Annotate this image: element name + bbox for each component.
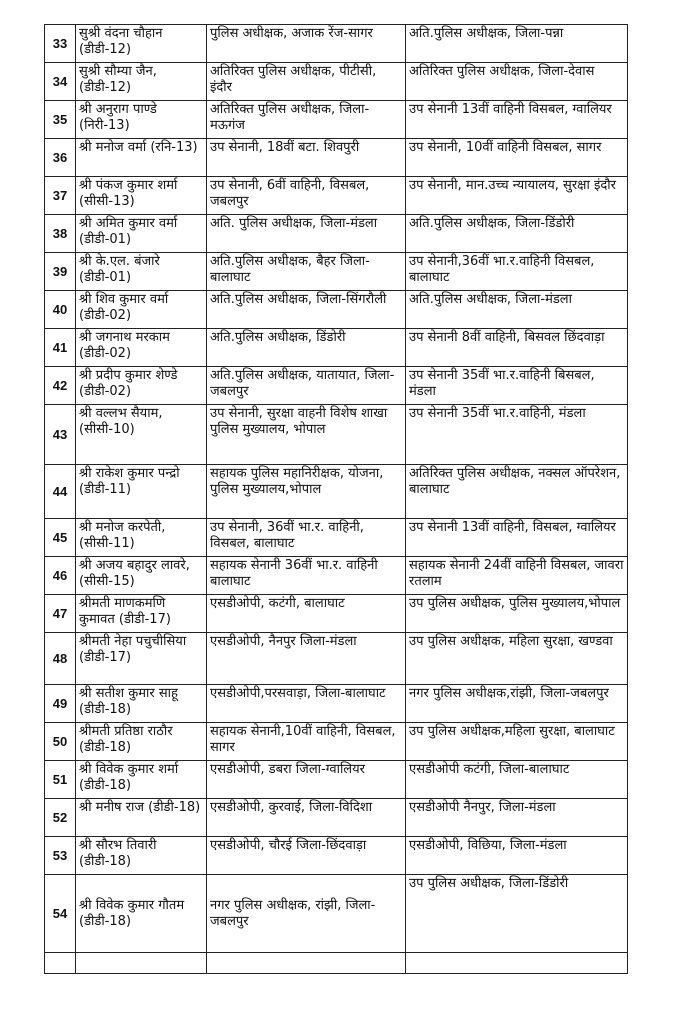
empty-cell: [207, 953, 406, 974]
serial-number-cell: 36: [45, 139, 76, 177]
serial-number-cell: 34: [45, 63, 76, 101]
table-row: [45, 519, 628, 557]
current-posting-cell: अति.पुलिस अधीक्षक, बैहर जिला-बालाघाट: [207, 253, 406, 291]
officer-name-cell: श्रीमती नेहा पचुचीसिया (डीडी-17): [76, 633, 207, 685]
officer-name-cell: श्री विवेक कुमार शर्मा (डीडी-18): [76, 761, 207, 799]
table-row: [45, 215, 628, 253]
serial-number-cell: 46: [45, 557, 76, 595]
current-posting-cell: अतिरिक्त पुलिस अधीक्षक, पीटीसी, इंदौर: [207, 63, 406, 101]
current-posting-cell: एसडीओपी, कटंगी, बालाघाट: [207, 595, 406, 633]
new-posting-cell: एसडीओपी कटंगी, जिला-बालाघाट: [406, 761, 628, 799]
serial-number-cell: 39: [45, 253, 76, 291]
transfer-table-body: [45, 25, 628, 974]
new-posting-cell: उप पुलिस अधीक्षक,महिला सुरक्षा, बालाघाट: [406, 723, 628, 761]
new-posting-cell: उप सेनानी,36वीं भा.र.वाहिनी विसबल, बालाघाट: [406, 253, 628, 291]
table-row: [45, 799, 628, 837]
current-posting-cell: सहायक पुलिस महानिरीक्षक, योजना, पुलिस मुख्यालय,भोपाल: [207, 465, 406, 519]
current-posting-cell: उप सेनानी, 18वीं बटा. शिवपुरी: [207, 139, 406, 177]
transfer-table: [44, 24, 628, 974]
serial-number-cell: 49: [45, 685, 76, 723]
table-row: [45, 633, 628, 685]
current-posting-cell: एसडीओपी, नैनपुर जिला-मंडला: [207, 633, 406, 685]
current-posting-cell: एसडीओपी,परसवाड़ा, जिला-बालाघाट: [207, 685, 406, 723]
current-posting-cell: एसडीओपी, डबरा जिला-ग्वालियर: [207, 761, 406, 799]
new-posting-cell: एसडीओपी नैनपुर, जिला-मंडला: [406, 799, 628, 837]
serial-number-cell: 43: [45, 405, 76, 465]
new-posting-cell: उप सेनानी 35वीं भा.र.वाहिनी बिसबल, मंडला: [406, 367, 628, 405]
current-posting-cell: अतिरिक्त पुलिस अधीक्षक, जिला-मऊगंज: [207, 101, 406, 139]
table-row: [45, 139, 628, 177]
table-row: [45, 685, 628, 723]
new-posting-cell: उप सेनानी 13वीं वाहिनी, विसबल, ग्वालियर: [406, 519, 628, 557]
new-posting-cell: उप सेनानी 13वीं वाहिनी विसबल, ग्वालियर: [406, 101, 628, 139]
serial-number-cell: 42: [45, 367, 76, 405]
new-posting-cell: अति.पुलिस अधीक्षक, जिला-पन्ना: [406, 25, 628, 63]
new-posting-cell: उप पुलिस अधीक्षक, महिला सुरक्षा, खण्डवा: [406, 633, 628, 685]
current-posting-cell: उप सेनानी, 6वीं वाहिनी, विसबल, जबलपुर: [207, 177, 406, 215]
new-posting-cell: अति.पुलिस अधीक्षक, जिला-डिंडोरी: [406, 215, 628, 253]
officer-name-cell: श्री सौरभ तिवारी (डीडी-18): [76, 837, 207, 875]
new-posting-cell: उप सेनानी 8वीं वाहिनी, बिसवल छिंदवाड़ा: [406, 329, 628, 367]
new-posting-cell: उप सेनानी, 10वीं वाहिनी विसबल, सागर: [406, 139, 628, 177]
officer-name-cell: सुश्री वंदना चौहान (डीडी-12): [76, 25, 207, 63]
officer-name-cell: श्री मनोज वर्मा (रनि-13): [76, 139, 207, 177]
table-row: [45, 63, 628, 101]
officer-name-cell: श्री मनीष राज (डीडी-18): [76, 799, 207, 837]
officer-name-cell: श्रीमती प्रतिष्ठा राठौर (डीडी-18): [76, 723, 207, 761]
new-posting-cell: अतिरिक्त पुलिस अधीक्षक, नक्सल ऑपरेशन, बालाघाट: [406, 465, 628, 519]
serial-number-cell: 52: [45, 799, 76, 837]
serial-number-cell: 35: [45, 101, 76, 139]
officer-name-cell: श्री अजय बहादुर लावरे, (सीसी-15): [76, 557, 207, 595]
table-row: [45, 723, 628, 761]
table-row: [45, 25, 628, 63]
serial-number-cell: 51: [45, 761, 76, 799]
serial-number-cell: 37: [45, 177, 76, 215]
table-row: [45, 557, 628, 595]
new-posting-cell: नगर पुलिस अधीक्षक,रांझी, जिला-जबलपुर: [406, 685, 628, 723]
new-posting-cell: एसडीओपी, विछिया, जिला-मंडला: [406, 837, 628, 875]
table-row: [45, 177, 628, 215]
serial-number-cell: 33: [45, 25, 76, 63]
current-posting-cell: उप सेनानी, 36वीं भा.र. वाहिनी, विसबल, बालाघाट: [207, 519, 406, 557]
current-posting-cell: अति.पुलिस अधीक्षक, यातायात, जिला-जबलपुर: [207, 367, 406, 405]
officer-name-cell: श्री मनोज करपेती, (सीसी-11): [76, 519, 207, 557]
table-row: [45, 101, 628, 139]
table-row: [45, 291, 628, 329]
current-posting-cell: एसडीओपी, चौरई जिला-छिंदवाड़ा: [207, 837, 406, 875]
current-posting-cell: अति.पुलिस अधीक्षक, डिंडोरी: [207, 329, 406, 367]
officer-name-cell: श्री प्रदीप कुमार शेण्डे (डीडी-02): [76, 367, 207, 405]
table-row: [45, 761, 628, 799]
officer-name-cell: श्री विवेक कुमार गौतम (डीडी-18): [76, 875, 207, 953]
officer-name-cell: सुश्री सौम्या जैन, (डीडी-12): [76, 63, 207, 101]
new-posting-cell: उप पुलिस अधीक्षक, जिला-डिंडोरी: [406, 875, 628, 953]
empty-cell: [406, 953, 628, 974]
empty-cell: [76, 953, 207, 974]
current-posting-cell: सहायक सेनानी 36वीं भा.र. वाहिनी बालाघाट: [207, 557, 406, 595]
new-posting-cell: उप पुलिस अधीक्षक, पुलिस मुख्यालय,भोपाल: [406, 595, 628, 633]
empty-row: [45, 953, 628, 974]
table-row: [45, 465, 628, 519]
new-posting-cell: अति.पुलिस अधीक्षक, जिला-मंडला: [406, 291, 628, 329]
officer-name-cell: श्रीमती माणकमणि कुमावत (डीडी-17): [76, 595, 207, 633]
current-posting-cell: अति.पुलिस अधीक्षक, जिला-सिंगरौली: [207, 291, 406, 329]
current-posting-cell: नगर पुलिस अधीक्षक, रांझी, जिला-जबलपुर: [207, 875, 406, 953]
officer-name-cell: श्री के.एल. बंजारे (डीडी-01): [76, 253, 207, 291]
new-posting-cell: उप सेनानी 35वीं भा.र.वाहिनी, मंडला: [406, 405, 628, 465]
table-row: [45, 253, 628, 291]
table-row: [45, 875, 628, 953]
serial-number-cell: 40: [45, 291, 76, 329]
officer-name-cell: श्री जगनाथ मरकाम (डीडी-02): [76, 329, 207, 367]
officer-name-cell: श्री राकेश कुमार पन्द्रो (डीडी-11): [76, 465, 207, 519]
officer-name-cell: श्री वल्लभ सैयाम, (सीसी-10): [76, 405, 207, 465]
officer-name-cell: श्री शिव कुमार वर्मा (डीडी-02): [76, 291, 207, 329]
current-posting-cell: अति. पुलिस अधीक्षक, जिला-मंडला: [207, 215, 406, 253]
officer-name-cell: श्री अनुराग पाण्डे (निरी-13): [76, 101, 207, 139]
table-row: [45, 329, 628, 367]
serial-number-cell: 41: [45, 329, 76, 367]
table-row: [45, 595, 628, 633]
serial-number-cell: 44: [45, 465, 76, 519]
current-posting-cell: सहायक सेनानी,10वीं वाहिनी, विसबल, सागर: [207, 723, 406, 761]
new-posting-cell: सहायक सेनानी 24वीं वाहिनी विसबल, जावरा रतलाम: [406, 557, 628, 595]
officer-name-cell: श्री सतीश कुमार साहू (डीडी-18): [76, 685, 207, 723]
table-row: [45, 405, 628, 465]
current-posting-cell: पुलिस अधीक्षक, अजाक रेंज-सागर: [207, 25, 406, 63]
new-posting-cell: अतिरिक्त पुलिस अधीक्षक, जिला-देवास: [406, 63, 628, 101]
current-posting-cell: एसडीओपी, कुरवाई, जिला-विदिशा: [207, 799, 406, 837]
serial-number-cell: 48: [45, 633, 76, 685]
new-posting-cell: उप सेनानी, मान.उच्च न्यायालय, सुरक्षा इंदौर: [406, 177, 628, 215]
serial-number-cell: 38: [45, 215, 76, 253]
serial-number-cell: 50: [45, 723, 76, 761]
officer-name-cell: श्री अमित कुमार वर्मा (डीडी-01): [76, 215, 207, 253]
serial-number-cell: 47: [45, 595, 76, 633]
empty-cell: [45, 953, 76, 974]
officer-name-cell: श्री पंकज कुमार शर्मा (सीसी-13): [76, 177, 207, 215]
serial-number-cell: 45: [45, 519, 76, 557]
current-posting-cell: उप सेनानी, सुरक्षा वाहनी विशेष शाखा पुलिस मुख्यालय, भोपाल: [207, 405, 406, 465]
table-row: [45, 367, 628, 405]
serial-number-cell: 54: [45, 875, 76, 953]
serial-number-cell: 53: [45, 837, 76, 875]
table-row: [45, 837, 628, 875]
